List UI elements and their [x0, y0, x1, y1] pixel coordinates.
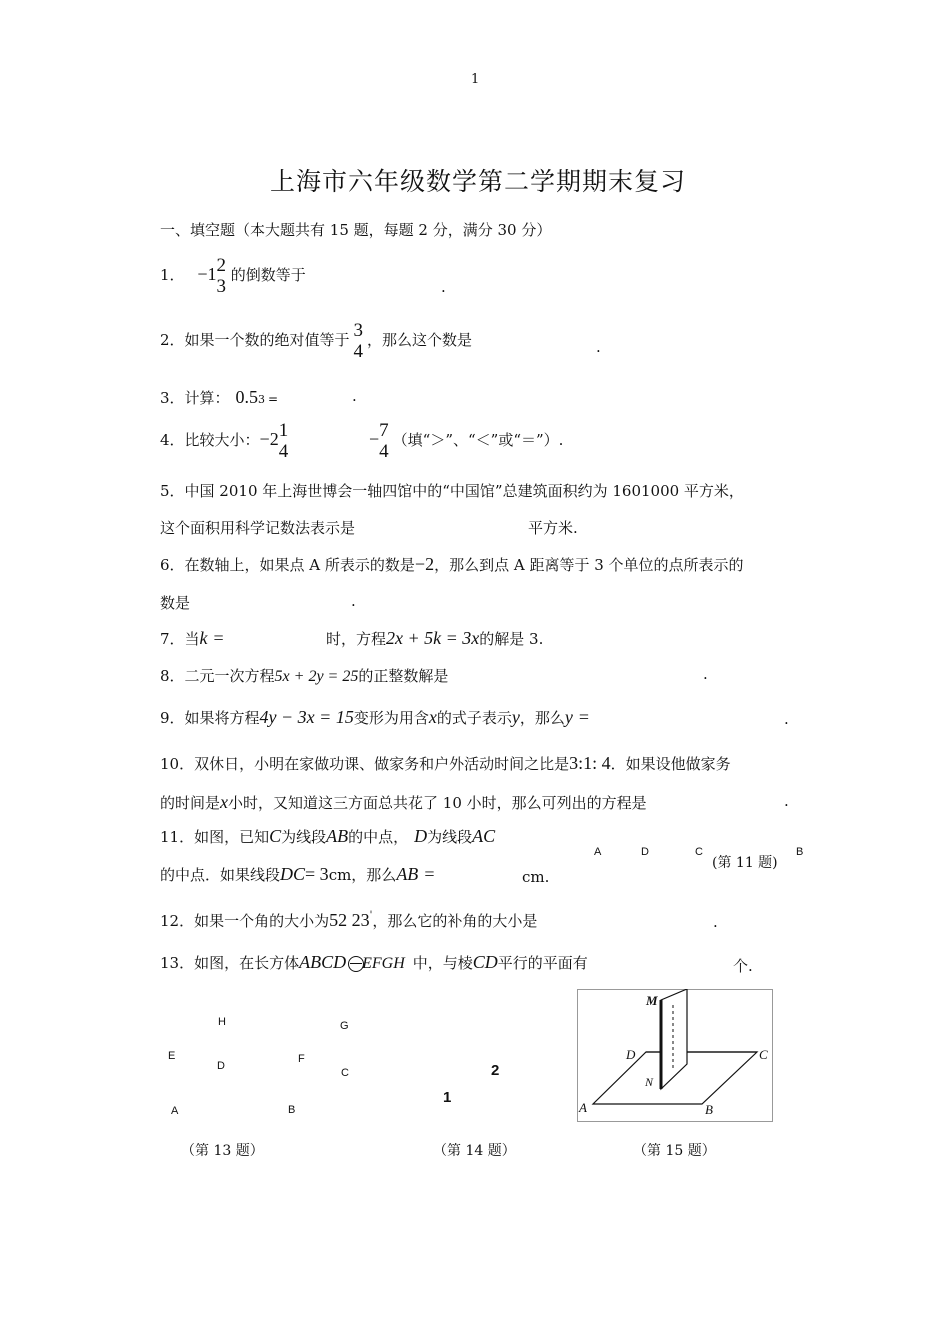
fig13-label-g: G	[340, 1020, 349, 1032]
q13-text: 13．如图，在长方体	[160, 954, 300, 972]
section-heading: 一、填空题（本大题共有 15 题，每题 2 分，满分 30 分）	[160, 221, 552, 239]
q9-left	[160, 707, 589, 728]
q13-end: 个.	[733, 957, 753, 975]
fig13-label-d: D	[217, 1060, 225, 1072]
q1-number: 1．	[160, 266, 185, 284]
q11-line1	[160, 826, 495, 847]
q4-left-numerator: 1	[278, 420, 289, 441]
q6-value: −2	[414, 554, 435, 574]
q6-line2: 数是	[160, 594, 191, 612]
q8-end: .	[703, 665, 708, 683]
fig15-label-d: D	[626, 1047, 636, 1062]
q3-base: 0.5	[235, 387, 259, 407]
q13-minus-circle	[348, 956, 364, 972]
fig15-label-c: C	[759, 1047, 768, 1062]
q4-right-denominator: 4	[379, 441, 389, 462]
q13-left	[160, 952, 588, 973]
question-1	[160, 255, 306, 297]
q1-end: .	[441, 278, 446, 296]
q1-numerator: 2	[216, 255, 226, 276]
q12-end: .	[713, 913, 718, 931]
q13-name2: EFGH	[362, 955, 405, 972]
q4-right-sign: −	[369, 429, 380, 449]
fig11-label-c: C	[695, 846, 703, 858]
q7-left	[160, 628, 224, 649]
fig15-label-a: A	[579, 1100, 587, 1115]
q10-text-c: 的时间是	[160, 794, 221, 812]
q11-line2	[160, 864, 434, 885]
q11-text-b: 为线段	[281, 828, 327, 846]
q11-dc: DC	[280, 864, 306, 884]
question-3	[160, 387, 278, 408]
q11-cm1: cm，那么	[328, 866, 397, 884]
question-2	[160, 320, 472, 362]
q13-tail: 平行的平面有	[497, 954, 588, 972]
q11-eq2: =	[424, 864, 435, 884]
q10-text-b: ．如果设他做家务	[610, 755, 731, 773]
q5-unit: 平方米.	[528, 519, 578, 537]
q7-right	[326, 628, 543, 649]
q13-name: ABCD	[299, 952, 347, 972]
q4-hint: （填“＞”、“＜”或“＝”）.	[392, 431, 564, 449]
fig13-label-f: F	[298, 1053, 305, 1065]
q13-mid: 中，与棱	[412, 954, 473, 972]
fig13-label-c: C	[341, 1067, 349, 1079]
fig15-vertical-plane	[661, 989, 687, 1089]
q4-text: 4．比较大小：	[160, 431, 260, 449]
fig14-label-2: 2	[491, 1062, 500, 1079]
q9-x: x	[428, 707, 437, 727]
fig11-label-a: A	[594, 846, 602, 858]
fig13-label-h: H	[218, 1016, 226, 1028]
q2-denominator: 4	[353, 341, 364, 362]
q10-line2	[160, 792, 647, 813]
q10-x: x	[220, 792, 229, 812]
q1-denominator: 3	[216, 276, 226, 297]
q11-ab2: AB	[396, 864, 419, 884]
q8-text: 8．二元一次方程	[160, 667, 275, 685]
fig15-caption: （第 15 题）	[633, 1143, 716, 1159]
fig14-label-1: 1	[443, 1089, 452, 1106]
q8-tail: 的正整数解是	[358, 667, 449, 685]
q12-left	[160, 910, 537, 931]
q2-text: 2．如果一个数的绝对值等于	[160, 331, 350, 349]
q9-equals: =	[578, 707, 590, 727]
fig11-caption: (第 11 题)	[712, 855, 778, 871]
q12-angle: 52 23	[329, 910, 370, 930]
q11-ac: AC	[472, 826, 496, 846]
q2-end: .	[596, 338, 601, 356]
fig13-label-e: E	[168, 1050, 176, 1062]
q8-equation: 5x + 2y = 25	[274, 668, 359, 685]
q9-text: 9．如果将方程	[160, 709, 260, 727]
q4-right-numerator: 7	[379, 420, 389, 441]
q1-text: 的倒数等于	[230, 266, 306, 284]
q11-text-d: 为线段	[427, 828, 473, 846]
fig11-label-b: B	[796, 846, 804, 858]
q4-right	[369, 420, 563, 462]
q2-numerator: 3	[353, 320, 364, 341]
fig15-label-b: B	[705, 1102, 713, 1117]
q9-y2: y	[564, 707, 573, 727]
q7-tail: 的解是 3.	[479, 630, 544, 648]
q9-mid3: ，那么	[519, 709, 565, 727]
q6-text-b: ，那么到点 A 距离等于 3 个单位的点所表示的	[434, 556, 744, 574]
q11-c: C	[269, 826, 282, 846]
q10-text-d: 小时，又知道这三方面总共花了 10 小时，那么可列出的方程是	[228, 794, 647, 812]
q10-ratio: 3:1: 4	[569, 753, 611, 773]
q8-left	[160, 665, 448, 686]
q5-line1: 5．中国 2010 年上海世博会一轴四馆中的“中国馆”总建筑面积约为 1601000 平方米，	[160, 482, 744, 500]
q9-end: .	[784, 710, 789, 728]
q4-left-integer: −2	[259, 429, 279, 449]
q7-equals: =	[213, 628, 224, 648]
q2-text2: ，那么这个数是	[367, 331, 473, 349]
q11-d: D	[414, 826, 428, 846]
q11-eq: = 3	[305, 864, 329, 884]
q11-ab: AB	[326, 826, 349, 846]
q1-fraction	[216, 255, 226, 297]
q4-left-denominator: 4	[278, 441, 289, 462]
q11-text-a: 11．如图，已知	[160, 828, 270, 846]
fig13-label-a: A	[171, 1105, 179, 1117]
q3-end: .	[352, 387, 357, 405]
q12-text: 12．如果一个角的大小为	[160, 912, 330, 930]
q9-y: y	[511, 707, 520, 727]
q7-variable: k	[199, 628, 208, 648]
q4-right-fraction	[379, 420, 389, 462]
fig15-label-n: N	[645, 1075, 654, 1089]
fig11-label-d: D	[641, 846, 649, 858]
q11-cm2: cm.	[522, 868, 550, 886]
q12-tail: ，那么它的补角的大小是	[372, 912, 538, 930]
q9-mid2: 的式子表示	[436, 709, 512, 727]
q5-line2: 这个面积用科学记数法表示是	[160, 519, 356, 537]
q11-text-c: 的中点，	[348, 828, 409, 846]
q9-mid: 变形为用含	[353, 709, 429, 727]
fig13-label-b: B	[288, 1104, 296, 1116]
q7-text: 7．当	[160, 630, 200, 648]
q1-integer: −1	[197, 264, 217, 284]
q7-mid: 时，方程	[326, 630, 387, 648]
q3-text: 3．计算：	[160, 389, 230, 407]
q10-end: .	[784, 792, 789, 810]
fig14-caption: （第 14 题）	[433, 1143, 516, 1159]
q2-fraction	[354, 320, 364, 362]
q9-equation: 4y − 3x = 15	[259, 707, 354, 727]
page-number: 1	[471, 72, 480, 87]
page-title: 上海市六年级数学第二学期期末复习	[270, 167, 687, 196]
q7-equation: 2x + 5k = 3x	[386, 628, 480, 648]
q3-exponent: 3	[258, 393, 266, 406]
question-4	[160, 420, 288, 462]
q11-text-e: 的中点．如果线段	[160, 866, 281, 884]
q3-equals: =	[268, 392, 279, 406]
q12-prime: '	[369, 910, 373, 921]
q13-edge: CD	[472, 952, 498, 972]
q6-end: .	[351, 592, 356, 610]
q10-line1	[160, 753, 731, 774]
q6-text-a: 6．在数轴上，如果点 A 所表示的数是	[160, 556, 415, 574]
q10-text-a: 10．双休日，小明在家做功课、做家务和户外活动时间之比是	[160, 755, 570, 773]
q6-line1	[160, 554, 744, 575]
fig13-caption: （第 13 题）	[181, 1143, 264, 1159]
fig15-label-m: M	[646, 993, 658, 1008]
q4-left-fraction	[279, 420, 289, 462]
fig15-diagram	[577, 989, 773, 1122]
